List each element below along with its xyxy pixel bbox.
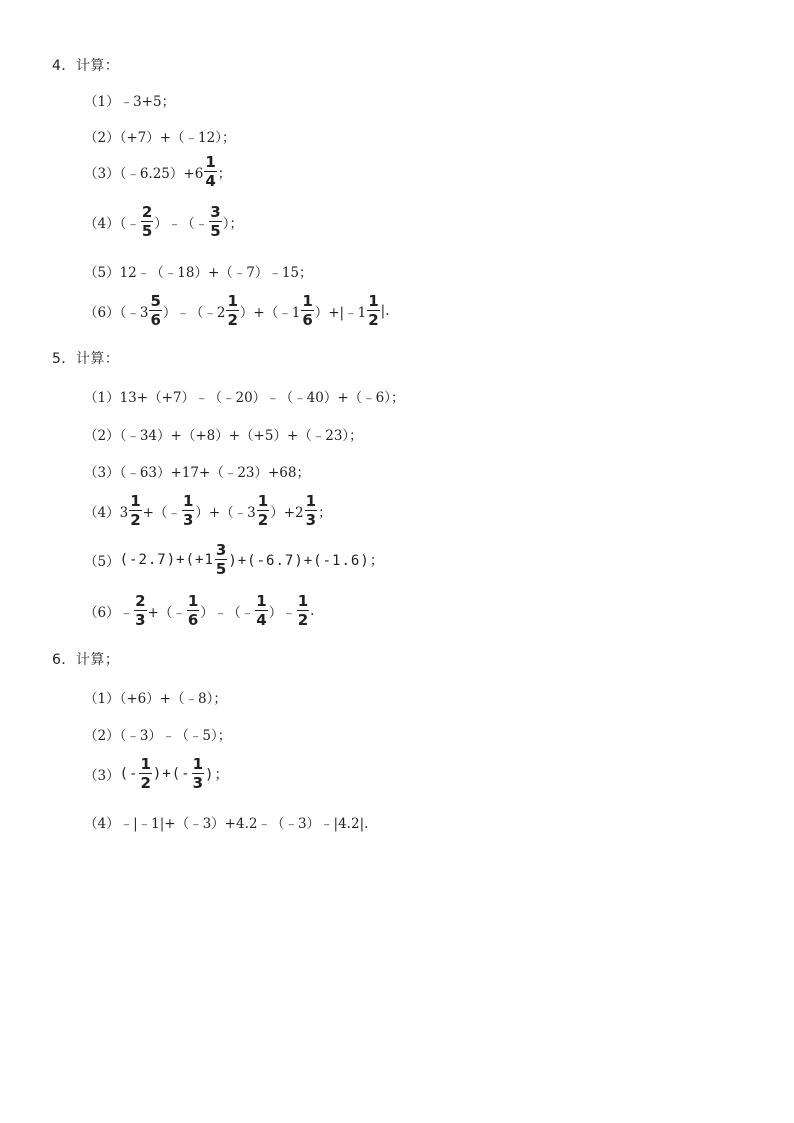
numerator: 1 <box>305 492 317 510</box>
q5-item-3-text: （3）（﹣63）+17+（﹣23）+68； <box>84 465 310 481</box>
q4-item-6-text-d: ）+|﹣1 <box>314 305 367 321</box>
q4-item-4-text-b: ）﹣（﹣ <box>154 216 209 232</box>
question-5-title: 5．计算： <box>52 351 120 367</box>
denominator: 5 <box>141 222 153 240</box>
q6-item-3-text-b: (- <box>119 766 139 782</box>
q5-item-6-text-a: （6）﹣ <box>84 605 134 621</box>
numerator: 1 <box>297 592 309 610</box>
q6-item-3 <box>84 757 229 791</box>
q4-item-1 <box>84 90 175 110</box>
q5-item-4-fraction-4 <box>305 494 317 528</box>
q5-item-6-text-c: ）﹣（﹣ <box>200 605 255 621</box>
denominator: 3 <box>182 511 194 529</box>
q4-item-4-fraction-2 <box>209 205 221 239</box>
q5-item-4-fraction-3 <box>257 494 269 528</box>
q4-item-6-text-a: （6）（﹣3 <box>84 305 149 321</box>
q6-item-1-text: （1）（+6）+（﹣8）； <box>84 691 227 707</box>
question-6-title: 6．计算； <box>52 652 120 668</box>
denominator: 2 <box>257 511 269 529</box>
q6-item-3-text-d: )； <box>205 767 230 783</box>
numerator: 3 <box>215 541 227 559</box>
q6-item-3-fraction-2 <box>192 757 204 791</box>
denominator: 2 <box>297 611 309 629</box>
q4-item-3-text-b: ； <box>217 166 232 182</box>
denominator: 6 <box>187 611 199 629</box>
q5-item-5-fraction-1 <box>215 543 227 577</box>
denominator: 5 <box>215 560 227 578</box>
q6-item-3-text-a: （3） <box>84 768 120 784</box>
q5-item-2-text: （2）（﹣34）+（+8）+（+5）+（﹣23）； <box>84 428 363 444</box>
q5-item-3 <box>84 461 310 481</box>
q5-item-1-text: （1）13+（+7）﹣（﹣20）﹣（﹣40）+（﹣6）； <box>84 390 405 406</box>
q5-item-5-text-a: （5） <box>84 554 120 570</box>
numerator: 1 <box>302 292 313 310</box>
q5-item-1 <box>84 386 405 406</box>
q4-item-3-fraction-1 <box>204 155 216 189</box>
q4-item-6-fraction-1 <box>149 294 161 328</box>
q5-item-4-fraction-2 <box>182 494 194 528</box>
denominator: 6 <box>302 311 313 329</box>
denominator: 2 <box>130 511 141 529</box>
q6-item-3-fraction-1 <box>139 757 151 791</box>
denominator: 4 <box>205 172 216 190</box>
q6-item-3-text-c: )+(- <box>152 766 191 782</box>
q5-item-5-text-b: (-2.7)+(+1 <box>119 552 214 568</box>
numerator: 1 <box>130 492 141 510</box>
q4-item-1-text: （1）﹣3+5； <box>84 94 176 110</box>
q5-item-6-text-b: +（﹣ <box>147 605 186 621</box>
q4-item-2 <box>84 126 235 146</box>
q4-item-6-fraction-4 <box>367 294 379 328</box>
q4-item-4-text-c: ）； <box>222 216 243 232</box>
q5-item-6-fraction-3 <box>255 594 267 628</box>
q6-item-1 <box>84 687 227 707</box>
q5-item-4-text-c: ）+（﹣3 <box>195 505 256 521</box>
numerator: 2 <box>141 203 153 221</box>
numerator: 1 <box>368 292 379 310</box>
q4-item-2-text: （2）（+7）+（﹣12）； <box>84 130 236 146</box>
numerator: 1 <box>187 592 199 610</box>
q4-item-5 <box>84 261 313 281</box>
numerator: 1 <box>257 492 269 510</box>
q5-item-4-text-a: （4）3 <box>84 505 129 521</box>
q5-item-6-fraction-2 <box>187 594 199 628</box>
denominator: 4 <box>256 611 267 629</box>
denominator: 5 <box>210 222 221 240</box>
q5-item-5-text-c: )+(-6.7)+(-1.6)； <box>228 553 385 569</box>
q4-item-4-fraction-1 <box>141 205 153 239</box>
denominator: 2 <box>227 311 238 329</box>
q6-item-4 <box>84 812 368 832</box>
q4-item-6-text-e: |. <box>380 303 390 319</box>
q6-item-4-text: （4）﹣|﹣1|+（﹣3）+4.2﹣（﹣3）﹣|4.2|. <box>84 816 369 832</box>
denominator: 3 <box>305 511 317 529</box>
q6-item-2 <box>84 724 231 744</box>
numerator: 1 <box>205 153 216 171</box>
q4-item-6-fraction-2 <box>226 294 238 328</box>
numerator: 3 <box>210 203 221 221</box>
q5-item-4-text-e: ； <box>318 505 332 521</box>
q4-item-5-text: （5）12﹣（﹣18）+（﹣7）﹣15； <box>84 265 313 281</box>
numerator: 1 <box>140 755 151 773</box>
q4-item-4-text-a: （4）（﹣ <box>84 216 140 232</box>
question-4-title: 4．计算： <box>52 58 120 74</box>
q5-item-6-text-d: ）﹣ <box>268 605 296 621</box>
q5-item-5 <box>84 543 385 577</box>
q4-item-3 <box>84 155 231 189</box>
q5-item-4-text-d: ）+2 <box>270 505 304 521</box>
numerator: 1 <box>192 755 204 773</box>
q5-item-4-text-b: +（﹣ <box>142 505 181 521</box>
q5-item-6-text-e: . <box>310 603 315 619</box>
q5-item-2 <box>84 424 363 444</box>
q4-item-6-fraction-3 <box>301 294 313 328</box>
numerator: 1 <box>182 492 194 510</box>
denominator: 3 <box>135 611 146 629</box>
q4-item-6 <box>84 294 389 328</box>
q5-item-6 <box>84 594 314 628</box>
q6-item-2-text: （2）（﹣3）﹣（﹣5）； <box>84 728 232 744</box>
denominator: 2 <box>140 774 151 792</box>
q4-item-6-text-c: ）+（﹣1 <box>239 305 301 321</box>
q4-item-6-text-b: ）﹣（﹣2 <box>162 305 226 321</box>
q5-item-6-fraction-4 <box>297 594 309 628</box>
numerator: 1 <box>256 592 267 610</box>
q4-item-3-text-a: （3）（﹣6.25）+6 <box>84 166 204 182</box>
q4-item-4 <box>84 205 243 239</box>
numerator: 2 <box>135 592 146 610</box>
numerator: 1 <box>227 292 238 310</box>
q5-item-4 <box>84 494 332 528</box>
q5-item-4-fraction-1 <box>129 494 141 528</box>
denominator: 6 <box>150 311 161 329</box>
numerator: 5 <box>150 292 161 310</box>
denominator: 3 <box>192 774 204 792</box>
q5-item-6-fraction-1 <box>134 594 146 628</box>
denominator: 2 <box>368 311 379 329</box>
